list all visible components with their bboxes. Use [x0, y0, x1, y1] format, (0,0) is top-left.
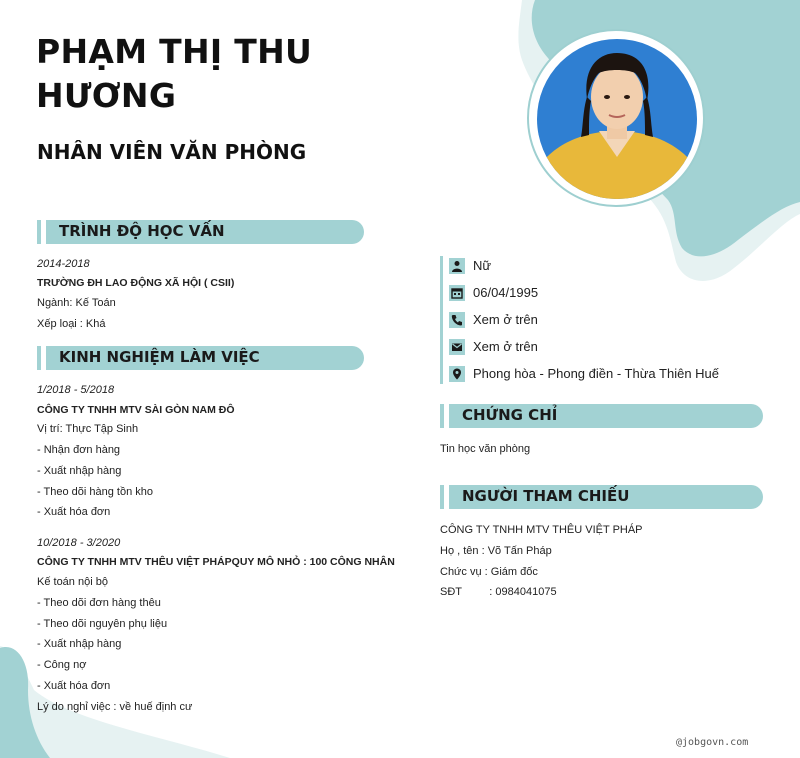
- job-2-line: - Theo dõi nguyên phụ liệu: [37, 618, 168, 630]
- job-1-line: - Xuất nhập hàng: [37, 465, 122, 477]
- section-heading-experience-label: KINH NGHIỆM LÀM VIỆC: [59, 348, 260, 366]
- job-2-company: CÔNG TY TNHH MTV THÊU VIỆT PHÁPQUY MÔ NHỎ : 100 CÔNG NHÂN: [37, 556, 395, 568]
- contact-birthday-text: 06/04/1995: [473, 285, 539, 300]
- email-icon: [449, 339, 465, 355]
- contact-gender-text: Nữ: [473, 258, 492, 273]
- candidate-name: PHẠM THỊ THU HƯƠNG: [36, 32, 313, 115]
- profile-photo: [537, 39, 697, 199]
- job-1-period: 1/2018 - 5/2018: [37, 384, 115, 396]
- education-school: TRƯỜNG ĐH LAO ĐỘNG XÃ HỘI ( CSII): [37, 277, 235, 289]
- calendar-icon: [449, 285, 465, 301]
- contact-divider: [440, 256, 443, 384]
- section-heading-education-label: TRÌNH ĐỘ HỌC VẤN: [59, 222, 225, 240]
- reference-line: CÔNG TY TNHH MTV THÊU VIỆT PHÁP: [440, 524, 643, 536]
- location-pin-icon: [449, 366, 465, 382]
- education-major: Ngành: Kế Toán: [37, 297, 116, 309]
- education-rank: Xếp loại : Khá: [37, 318, 106, 330]
- section-heading-references-label: NGƯỜI THAM CHIẾU: [462, 487, 630, 505]
- section-heading-references: [440, 485, 763, 509]
- person-icon: [449, 258, 465, 274]
- job-2-line: Lý do nghỉ việc : về huế định cư: [37, 701, 193, 713]
- watermark-text: @jobgovn.com: [676, 737, 749, 748]
- section-heading-experience: [37, 346, 364, 370]
- phone-icon: [449, 312, 465, 328]
- education-period: 2014-2018: [37, 258, 90, 270]
- certificate-item: Tin học văn phòng: [440, 443, 531, 455]
- reference-line: Chức vụ : Giám đốc: [440, 566, 538, 578]
- reference-line: SĐT : 0984041075: [440, 586, 557, 598]
- job-2-line: - Theo dõi đơn hàng thêu: [37, 597, 161, 609]
- section-heading-certificates: [440, 404, 763, 428]
- reference-line: Họ , tên : Võ Tấn Pháp: [440, 545, 552, 557]
- job-2-line: - Xuất nhập hàng: [37, 638, 122, 650]
- job-1-line: - Theo dõi hàng tồn kho: [37, 486, 153, 498]
- contact-address-text: Phong hòa - Phong điền - Thừa Thiên Huế: [473, 366, 720, 381]
- job-1-company: CÔNG TY TNHH MTV SÀI GÒN NAM ĐÔ: [37, 404, 235, 416]
- contact-phone-text: Xem ở trên: [473, 312, 538, 327]
- job-2-line: - Xuất hóa đơn: [37, 680, 111, 692]
- contact-email-text: Xem ở trên: [473, 339, 538, 354]
- job-1-line: - Nhận đơn hàng: [37, 444, 121, 456]
- job-2-period: 10/2018 - 3/2020: [37, 537, 121, 549]
- job-2-line: - Công nợ: [37, 659, 87, 671]
- portrait-illustration: [537, 39, 697, 199]
- section-heading-certificates-label: CHỨNG CHỈ: [462, 406, 558, 424]
- job-1-line: Vị trí: Thực Tập Sinh: [37, 423, 139, 435]
- job-title: NHÂN VIÊN VĂN PHÒNG: [37, 140, 307, 164]
- section-heading-education: [37, 220, 364, 244]
- job-2-line: Kế toán nội bộ: [37, 576, 108, 588]
- job-1-line: - Xuất hóa đơn: [37, 506, 111, 518]
